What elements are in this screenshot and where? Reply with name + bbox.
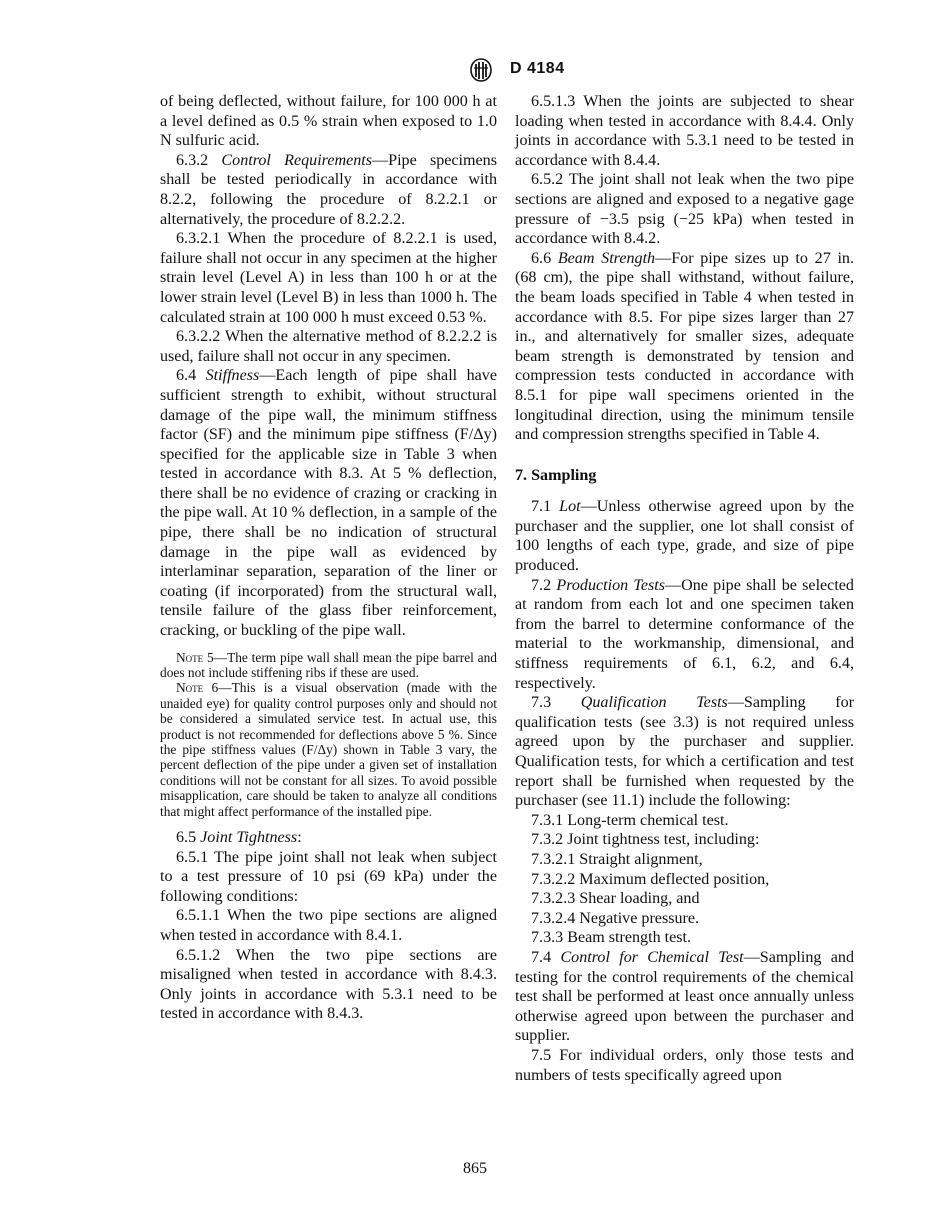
paragraph-7-1: 7.1 Lot—Unless otherwise agreed upon by the purchaser and the supplier, one lot shall consist of 100 lengths of each type, grade, and size of pipe produced.: [515, 498, 854, 575]
astm-logo-icon: [470, 58, 492, 82]
paragraph-7-4: 7.4 Control for Chemical Test—Sampling and testing for the control requirements of the chemical test shall be performed at least once annually unless otherwise agreed upon between the purchaser and supplier.: [515, 948, 854, 1045]
page-header: [0, 56, 950, 86]
paragraph-6-3-2: 6.3.2 Control Requirements—Pipe specimens shall be tested periodically in accordance with 8.2.2, following the procedure of 8.2.2.1 or alternatively, the procedure of 8.2.2.2.: [160, 151, 497, 228]
page-number: 865: [463, 1160, 487, 1177]
paragraph: of being deflected, without failure, for 100 000 h at a level defined as 0.5 % strain when exposed to 1.0 N sulfuric acid.: [160, 93, 497, 150]
list-item: 7.3.3 Beam strength test.: [531, 929, 692, 947]
paragraph-6-3-2-2: 6.3.2.2 When the alternative method of 8.2.2.2 is used, failure shall not occur in any specimen.: [160, 328, 497, 365]
paragraph-6-4: 6.4 Stiffness—Each length of pipe shall have sufficient strength to exhibit, without structural damage of the pipe wall, the minimum stiffness factor (SF) and the minimum pipe stiffness (F/Δy) specified for the applicable size in Table 3 when tested in accordance with 8.3. At 5 % deflection, there shall be no evidence of crazing or cracking in the pipe wall. At 10 % deflection, in a sample of the pipe, there shall be no indication of structural damage in the pipe wall as evidenced by interlaminar separation, separation of the liner or coating (if incorporated) from the structural wall, tensile failure of the glass fiber reinforcement, cracking, or buckling of the pipe wall.: [160, 367, 497, 640]
standard-designation: D 4184: [510, 60, 565, 77]
paragraph-6-6: 6.6 Beam Strength—For pipe sizes up to 27 in. (68 cm), the pipe shall withstand, without failure, the beam loads specified in Table 4 when tested in accordance with 8.5. For pipe sizes larger than 27 in., and alternatively for smaller sizes, adequate beam strength is demonstrated by tension and compression tests conducted in accordance with 8.5.1 for pipe wall specimens oriented in the longitudinal direction, using the minimum tensile and compression strengths specified in Table 4.: [515, 249, 854, 444]
paragraph-6-5-2: 6.5.2 The joint shall not leak when the two pipe sections are aligned and exposed to a negative gage pressure of −3.5 psig (−25 kPa) when tested in accordance with 8.4.2.: [515, 171, 854, 248]
note-5: Note 5—The term pipe wall shall mean the pipe barrel and does not include stiffening ribs if these are used.: [160, 649, 497, 681]
list-item: 7.3.2.4 Negative pressure.: [531, 909, 700, 927]
list-item: 7.3.2.3 Shear loading, and: [531, 890, 700, 908]
list-item: 7.3.2.2 Maximum deflected position,: [531, 870, 770, 888]
paragraph-6-3-2-1: 6.3.2.1 When the procedure of 8.2.2.1 is used, failure shall not occur in any specimen at the higher strain level (Level A) in less than 100 h or at the lower strain level (Level B) in less than 1000 h. The calculated strain at 100 000 h must exceed 0.53 %.: [160, 230, 497, 326]
paragraph-6-5-1-3: 6.5.1.3 When the joints are subjected to shear loading when tested in accordance with 8.4.4. Only joints in accordance with 5.3.1 need to be tested in accordance with 8.4.4.: [515, 93, 854, 169]
list-item: 7.3.2.1 Straight alignment,: [531, 850, 703, 868]
paragraph-7-2: 7.2 Production Tests—One pipe shall be selected at random from each lot and one specimen taken from the barrel to determine conformance of the material to the workmanship, dimensional, and stiffness requirements of 6.1, 6.2, and 6.4, respectively.: [515, 576, 854, 692]
paragraph-6-5-1-2: 6.5.1.2 When the two pipe sections are misaligned when tested in accordance with 8.4.3. Only joints in accordance with 5.3.1 need to be tested in accordance with 8.4.3.: [160, 946, 497, 1023]
section-heading: 7. Sampling: [515, 466, 597, 484]
right-column: [515, 92, 854, 1085]
paragraph-6-5: 6.5 Joint Tightness:: [176, 829, 302, 847]
paragraph-7-3: 7.3 Qualification Tests—Sampling for qualification tests (see 3.3) is not required unless agreed upon by the purchaser and supplier. Qualification tests, for which a certification and test report shall be furnished when requested by the purchaser (see 11.1) include the following:: [515, 694, 855, 810]
note-6: Note 6—This is a visual observation (made with the unaided eye) for quality control purposes only and should not be considered a simulated service test. In actual use, this product is not recommended for deflections above 5 %. Since the pipe stiffness values (F/Δy) shown in Table 3 vary, the percent deflection of the pipe under a given set of installation conditions will not be constant for all sizes. To avoid possible misapplication, care should be taken to analyze all conditions that might affect performance of the installed pipe.: [160, 680, 497, 819]
left-column: [160, 92, 497, 1024]
paragraph-6-5-1-1: 6.5.1.1 When the two pipe sections are aligned when tested in accordance with 8.4.1.: [160, 907, 497, 945]
list-item: 7.3.1 Long-term chemical test.: [531, 811, 729, 829]
paragraph-7-5: 7.5 For individual orders, only those tests and numbers of tests specifically agreed upon: [515, 1046, 854, 1084]
paragraph-6-5-1: 6.5.1 The pipe joint shall not leak when subject to a test pressure of 10 psi (69 kPa) under the following conditions:: [160, 848, 497, 905]
list-item: 7.3.2 Joint tightness test, including:: [531, 831, 760, 849]
